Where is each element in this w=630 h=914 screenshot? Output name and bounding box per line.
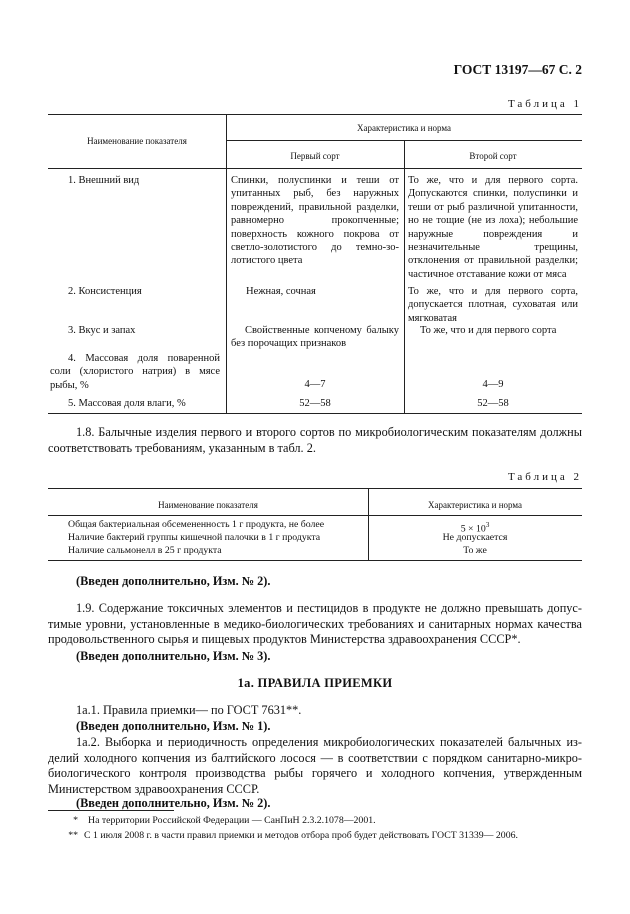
table1-row5-name: 5. Массовая доля влаги, % — [68, 398, 186, 409]
table2-col-norm: Характеристика и норма — [427, 500, 523, 510]
table2-caption: Таблица 2 — [507, 471, 582, 483]
table1-header-bottom-rule — [48, 168, 582, 169]
table1-col-second: Второй сорт — [469, 151, 517, 161]
paragraph-1a-1: 1а.1. Правила приемки— по ГОСТ 7631**. — [76, 703, 302, 717]
table2-row1-norm-base: 5 × 10 — [460, 523, 486, 535]
table1-row3-name: 3. Вкус и запах — [68, 325, 136, 336]
table1-row1-name: 1. Внешний вид — [68, 175, 140, 186]
table1-top-rule — [48, 114, 582, 115]
table1-row3-second: То же, что и для первого сорта — [420, 325, 557, 336]
table1-row4-second: 4—9 — [482, 379, 504, 390]
amendment-note-2a: (Введен дополнительно, Изм. № 2). — [76, 574, 271, 588]
table1-col-group: Характеристика и норма — [356, 123, 452, 133]
table1-row2-name: 2. Консистенция — [68, 286, 142, 297]
amendment-note-1: (Введен дополнительно, Изм. № 1). — [76, 719, 271, 733]
table1-row4-name: 4. Массовая доля поваренной соли (хлористого натрия) в мясе рыбы, % — [50, 353, 220, 391]
table1-col-name: Наименование показателя — [87, 136, 187, 146]
page-title: ГОСТ 13197—67 С. 2 — [453, 62, 582, 77]
footnote-rule — [48, 810, 174, 811]
footnote-2-mark: ** — [68, 830, 78, 841]
table1-row1-second: То же, что и для первого сорта. Допускаются спинки, полуспинки и теши от рыб различной упитанности, но не тощие (не из лоха); небольшие наружные повреждения и незначительные трещины, отклонения от правильной разделки; частичное отставание кожи от мяса — [408, 175, 578, 280]
footnote-2: С 1 июля 2008 г. в части правил приемки и методов отбора проб будет действовать ГОСТ 31339— 2006. — [84, 830, 518, 841]
table2-row3-name: Наличие сальмонелл в 25 г продукта — [68, 545, 222, 556]
table1-row1-first: Спинки, полуспинки и теши от упитанных рыб, без наружных повреждений, правильной разделки, равномерно прокопченные; поверхность кожного покрова от светло-золотистого до темно-золотистого цвета — [231, 175, 399, 267]
table1-row5-first: 52—58 — [299, 398, 331, 409]
footnote-1: На территории Российской Федерации — СанПиН 2.3.2.1078—2001. — [88, 815, 376, 826]
paragraph-1a-2: 1а.2. Выборка и периодичность определения микробиологических показателей балычных изделий холодного копчения из балтийского лосося — в соответствии с порядком санитарно-микробиологического контроля производства рыбы горячего и холодного копчения, утвержденным Министерством здравоохранения СССР. — [48, 735, 582, 796]
table2-row3-norm: То же — [463, 545, 487, 556]
table1-col-first: Первый сорт — [290, 151, 340, 161]
section-title: 1а. ПРАВИЛА ПРИЕМКИ — [237, 676, 393, 690]
table1-vrule-2 — [404, 140, 405, 413]
table1-bottom-rule — [48, 413, 582, 414]
table1-caption: Таблица 1 — [507, 98, 582, 110]
table2-top-rule — [48, 488, 582, 489]
table2-bottom-rule — [48, 560, 582, 561]
paragraph-1-8: 1.8. Балычные изделия первого и второго сортов по микробиологическим показателям должны соответствовать требованиям, указанным в табл. 2. — [48, 425, 582, 455]
table2-row1-name: Общая бактериальная обсемененность 1 г продукта, не более — [68, 519, 325, 530]
table1-row2-second: То же, что и для первого сорта, допускается плотная, суховатая или мягковатая — [408, 286, 578, 324]
table1-row5-second: 52—58 — [477, 398, 509, 409]
amendment-note-2b: (Введен дополнительно, Изм. № 2). — [76, 796, 271, 810]
table1-row2-first: Нежная, сочная — [246, 286, 316, 297]
table1-row3-first: Свойственные копченому балыку без порочащих признаков — [231, 325, 399, 350]
table2-row1-norm-exp: 3 — [485, 521, 490, 529]
table2-col-name: Наименование показателя — [158, 500, 258, 510]
footnote-1-mark: * — [73, 815, 78, 826]
table2-row2-norm: Не допускается — [442, 532, 508, 543]
table2-header-bottom-rule — [48, 515, 582, 516]
paragraph-1-9: 1.9. Содержание токсичных элементов и пестицидов в продукте не должно превышать допустимые уровни, установленные в медико-биологических требованиях и санитарных нормах качества продовольственного сырья и пищевых продуктов Министерства здравоохранения СССР*. — [48, 601, 582, 647]
amendment-note-3: (Введен дополнительно, Изм. № 3). — [76, 649, 271, 663]
table2-row2-name: Наличие бактерий группы кишечной палочки в 1 г продукта — [68, 532, 321, 543]
table1-row4-first: 4—7 — [304, 379, 326, 390]
